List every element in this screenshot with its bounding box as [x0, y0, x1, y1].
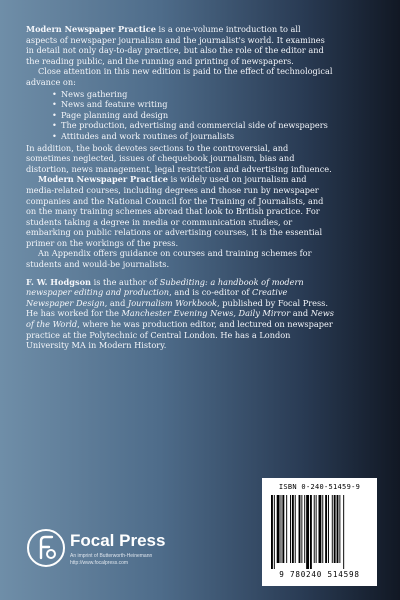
barcode-bar — [343, 495, 344, 569]
isbn-label: ISBN 0-240-51459-9 — [278, 483, 361, 491]
barcode-bar — [271, 495, 273, 569]
barcode-bar — [337, 495, 339, 563]
list-item: • News and feature writing — [52, 99, 334, 110]
publisher-logo — [26, 528, 186, 572]
barcode-bar — [319, 495, 322, 563]
list-item: • Page planning and design — [52, 110, 334, 121]
barcode-bar — [304, 495, 305, 563]
barcode-bar — [290, 495, 291, 563]
blurb-text — [26, 24, 334, 351]
newspaper-name: News of the World — [26, 308, 334, 330]
newspaper-name: Manchester Evening News, Daily Mirror — [121, 308, 291, 319]
barcode-bar — [339, 495, 340, 563]
book-title-bold: Modern Newspaper Practice — [38, 174, 168, 185]
barcode-bar — [328, 495, 329, 563]
addition-paragraph: In addition, the book devotes sections to the controversial, and sometimes neglected, issues of chequebook journalism, bias and distortion, news management, legal restriction and advertising influence. — [26, 142, 332, 174]
barcode-bar — [301, 495, 302, 563]
barcode-bar — [292, 495, 294, 563]
intro-paragraph: Modern Newspaper Practice is a one-volume introduction to all aspects of newspaper journalism and the journalist's world. It examines in detail not only day-to-day practice, but also the role of the editor and the reading public, and the running and printing of newspapers. — [26, 24, 325, 66]
barcode-bar — [332, 495, 333, 563]
barcode-bar — [282, 495, 284, 563]
publisher-name: Focal Press — [70, 531, 166, 550]
barcode-panel — [262, 478, 377, 586]
topic-list — [52, 89, 334, 142]
barcode-bar — [306, 495, 309, 569]
list-item: • The production, advertising and commercial side of newspapers — [52, 120, 334, 131]
book-title: Creative Newspaper Design — [26, 287, 288, 308]
publisher-imprint: An imprint of Butterworth-Heinemann — [70, 553, 153, 559]
ean-number: 9 780240 514598 — [279, 570, 360, 579]
book-title-bold: Modern Newspaper Practice — [26, 24, 156, 34]
publisher-url: http://www.focalpress.com — [70, 560, 129, 566]
list-item: • News gathering — [52, 89, 334, 100]
barcode-bar — [286, 495, 287, 563]
barcode-bar — [310, 495, 312, 569]
barcode-bar — [316, 495, 317, 563]
focal-press-logo-icon — [26, 528, 66, 568]
barcode-bar — [325, 495, 327, 563]
barcode-bar — [334, 495, 336, 563]
author-name: F. W. Hodgson — [26, 276, 91, 287]
book-title: Journalism Workbook — [127, 297, 218, 308]
paragraph-gap — [26, 270, 334, 277]
barcode-bar — [314, 495, 315, 563]
barcode-bar — [299, 495, 301, 563]
barcode-bar — [295, 495, 296, 563]
attention-paragraph: Close attention in this new edition is paid to the effect of technological advance on: — [26, 66, 333, 87]
book-title: Subediting: a handbook of modern newspaper editing and production — [26, 276, 304, 298]
appendix-paragraph: An Appendix offers guidance on courses and training schemes for students and would-be journalists. — [26, 248, 312, 270]
usage-paragraph: Modern Newspaper Practice is widely used on journalism and media-related courses, including degrees and those run by newspaper companies and the National Council for the Training of Journalists, and on the many training schemes abroad that look to British practice. For students taking a degree in media or communication studies, or embarking on public relations or advertising courses, it is the essential primer on the workings of the press. — [26, 174, 324, 248]
barcode-bar — [322, 495, 323, 563]
author-bio: F. W. Hodgson is the author of Subediting: a handbook of modern newspaper editing and production, and is co-editor of Creative Newspaper Design, and Journalism Workbook, published by Focal Press. He has worked for the Manchester Evening News, Daily Mirror and News of the World, where he was production editor, and lectured on newspaper practice at the Polytechnic of Central London. He has a London University MA in Modern History. — [26, 276, 334, 351]
barcode-icon — [269, 495, 370, 569]
list-item: • Attitudes and work routines of journalists — [52, 131, 334, 142]
barcode-bar — [274, 495, 275, 569]
barcode-bar — [277, 495, 280, 563]
barcode-bar — [281, 495, 282, 563]
